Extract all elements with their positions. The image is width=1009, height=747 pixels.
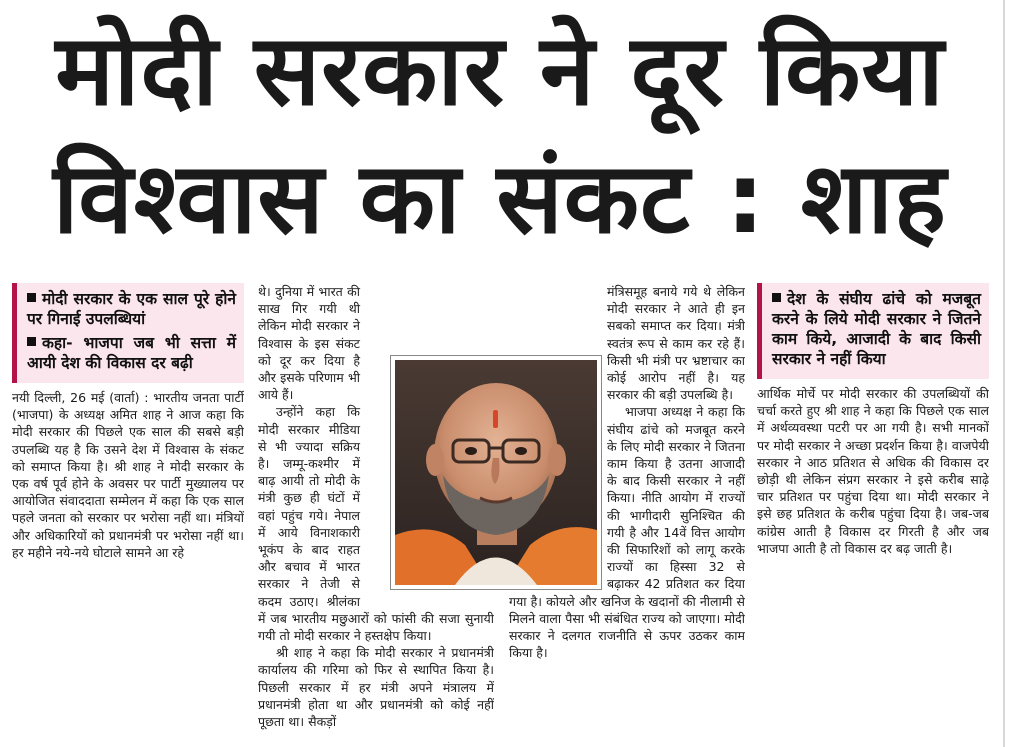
article-paragraph: भाजपा अध्यक्ष ने कहा कि संघीय ढांचे को मजबूत करने के लिए मोदी सरकार ने जितना काम किया है उतना आजादी के बाद किसी सरकार ने नहीं किया। नीति आयोग में राज्यों की भागीदारी सुनिश्चित की गयी है और 14वें वित्त आयोग की सिफारिशों को लागू करके राज्यों का हिस्सा 32 से बढ़ाकर 42 प्रतिशत कर दिया गया है। कोयले और खनिज के खदानों की नीलामी से मिलने वाला पैसा भी संबंधित राज्य को जाएगा। मोदी सरकार ने दलगत राजनीति से ऊपर उठकर काम किया है।	[509, 404, 745, 661]
article-paragraph: नयी दिल्ली, 26 मई (वार्ता) : भारतीय जनता पार्टी (भाजपा) के अध्यक्ष अमित शाह ने आज कहा कि मोदी सरकार की पिछले एक साल की सबसे बड़ी उपलब्धि यह है कि उसने देश में विश्वास के संकट को समाप्त किया है। श्री शाह ने मोदी सरकार के एक वर्ष पूर्व होने के अवसर पर पार्टी मुख्यालय पर आयोजित संवाददाता सम्मेलन में कहा कि एक साल पहले जनता को सरकार पर भरोसा नहीं था। मंत्रियों और अधिकारियों को प्रधानमंत्री पर भरोसा नहीं था। हर महीने नये-नये घोटाले सामने आ रहे	[12, 390, 244, 560]
highlight-text: कहा- भाजपा जब भी सत्ता में आयी देश की विकास दर बढ़ी	[27, 334, 236, 372]
article-paragraph: मंत्रिसमूह बनाये गये थे लेकिन मोदी सरकार ने आते ही इन सबको समाप्त कर दिया। मंत्री स्वतंत्र रूप से काम कर रहे हैं। किसी भी मंत्री पर भ्रष्टाचार का कोई आरोप नहीं है। यह सरकार की बड़ी उपलब्धि है।	[607, 284, 745, 403]
highlight-item	[27, 333, 236, 373]
article-column-4	[757, 283, 989, 745]
square-bullet-icon	[27, 293, 36, 302]
portrait-illustration	[395, 360, 597, 585]
highlight-text: मोदी सरकार के एक साल पूरे होने पर गिनाई उपलब्धियां	[27, 290, 236, 328]
article-paragraph: श्री शाह ने कहा कि मोदी सरकार ने प्रधानमंत्री कार्यालय की गरिमा को फिर से स्थापित किया है। पिछली सरकार में हर मंत्री अपने मंत्रालय में प्रधानमंत्री होता था और प्रधानमंत्री को कोई नहीं पूछता था। सैकड़ों	[258, 645, 494, 730]
article-paragraph: आर्थिक मोर्चे पर मोदी सरकार की उपलब्धियों की चर्चा करते हुए श्री शाह ने कहा कि पिछले एक साल में अर्थव्यवस्था पटरी पर आ गयी है। सभी मानकों पर मोदी सरकार ने अच्छा प्रदर्शन किया है। वाजपेयी सरकार ने आठ प्रतिशत से अधिक की विकास दर छोड़ी थी लेकिन संप्रग सरकार ने इसे करीब साढ़े चार प्रतिशत पर पहुंचा दिया था। मोदी सरकार ने इसे छह प्रतिशत के करीब पहुंचा दिया है। जब-जब कांग्रेस आती है विकास दर गिरती है और जब भाजपा आती है तो विकास दर बढ़ जाती है।	[757, 386, 989, 556]
square-bullet-icon	[772, 293, 781, 302]
highlight-item	[772, 289, 981, 369]
highlight-box-right	[757, 283, 989, 379]
article-paragraph: उन्होंने कहा कि मोदी सरकार मीडिया से भी ज्यादा सक्रिय है। जम्मू-कश्मीर में बाढ़ आयी तो मोदी के मंत्री कुछ ही घंटों में वहां पहुंच गये। नेपाल में आये विनाशकारी भूकंप के बाद राहत और बचाव में भारत सरकार ने तेजी से कदम उठाए। श्रीलंका में जब भारतीय मछुआरों को फांसी की सजा सुनायी गयी तो मोदी सरकार ने हस्तक्षेप किया।	[258, 404, 494, 644]
article-column-1	[12, 283, 244, 745]
highlight-item	[27, 289, 236, 329]
photo-frame	[395, 360, 597, 585]
article-paragraph: थे। दुनिया में भारत की साख गिर गयी थी लेकिन मोदी सरकार ने विश्वास के इस संकट को दूर कर दिया है और इसके परिणाम भी आये हैं।	[258, 284, 360, 403]
highlight-box-left	[12, 283, 244, 383]
headline-line-1: मोदी सरकार ने दूर किया	[55, 14, 945, 128]
speaker-photo	[390, 355, 602, 590]
headline-line-2: विश्वास का संकट : शाह	[53, 142, 947, 256]
page-edge-rule	[1003, 0, 1005, 747]
highlight-text: देश के संघीय ढांचे को मजबूत करने के लिये मोदी सरकार ने जितने काम किये, आजादी के बाद किसी सरकार ने नहीं किया	[772, 290, 981, 368]
square-bullet-icon	[27, 337, 36, 346]
